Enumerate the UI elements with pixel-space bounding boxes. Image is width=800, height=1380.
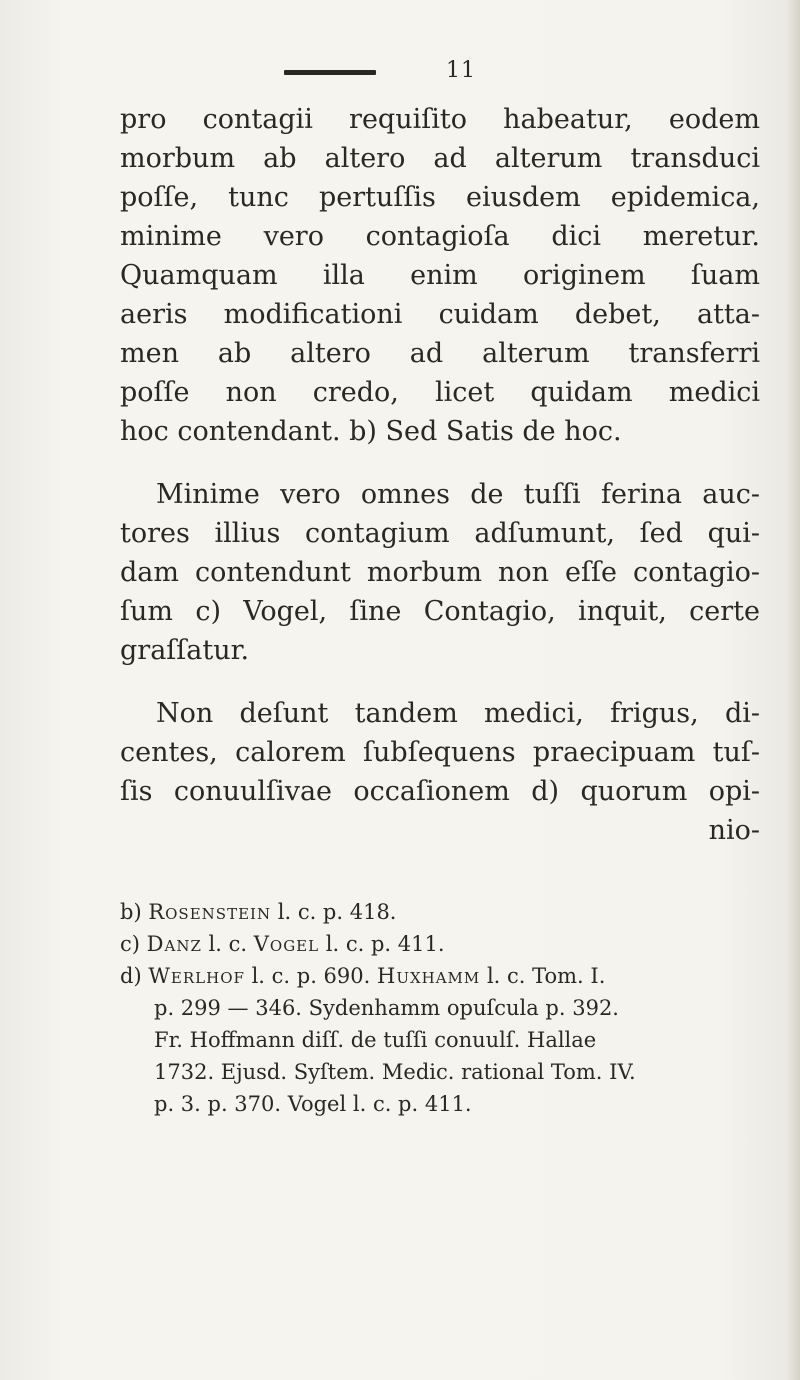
footnote-text: l. c.: [201, 932, 254, 956]
footnote-author: Vogel: [253, 932, 320, 956]
footnote-text: l. c. p. 418.: [271, 900, 397, 924]
footnote-author: Werlhof: [148, 964, 245, 988]
text-line: aeris modificationi cuidam debet, atta-: [120, 299, 760, 330]
footnote-mark: b): [120, 900, 142, 924]
text-line: minime vero contagioſa dici meretur.: [120, 221, 760, 252]
footnote-line: 1732. Ejusd. Syſtem. Medic. rational Tom. IV.: [154, 1060, 636, 1084]
text-line: centes, calorem ſubſequens praecipuam tuſ-: [120, 737, 760, 768]
text-line: men ab altero ad alterum transferri: [120, 338, 760, 369]
paragraph: [120, 475, 760, 670]
text-line: Quamquam illa enim originem ſuam: [120, 260, 760, 291]
footnote-mark: d): [120, 964, 142, 988]
page-edge-shadow: [786, 0, 800, 1380]
text-line: Non deſunt tandem medici, frigus, di-: [156, 698, 760, 729]
page-number: 11: [446, 58, 476, 83]
main-text: [120, 100, 760, 850]
footnote-b: [120, 896, 760, 928]
header-rule: [284, 70, 376, 75]
footnote-line: Fr. Hoffmann diſſ. de tuſſi conuulſ. Hallae: [154, 1028, 597, 1052]
text-line: poſſe non credo, licet quidam medici: [120, 377, 760, 408]
footnote-text: l. c. p. 411.: [319, 932, 445, 956]
footnote-line: p. 3. p. 370. Vogel l. c. p. 411.: [154, 1092, 472, 1116]
footnotes: [120, 896, 760, 1120]
text-line: pro contagii requiſito habeatur, eodem: [120, 104, 760, 135]
text-line: poſſe, tunc pertuſſis eiusdem epidemica,: [120, 182, 760, 213]
text-line: graſſatur.: [120, 635, 250, 666]
footnote-author: Danz: [146, 932, 202, 956]
footnote-author: Rosenstein: [148, 900, 272, 924]
text-line: Minime vero omnes de tuſſi ferina auc-: [156, 479, 760, 510]
footnote-mark: c): [120, 932, 140, 956]
text-line: hoc contendant. b) Sed Satis de hoc.: [120, 416, 622, 447]
text-line: ſum c) Vogel, ſine Contagio, inquit, certe: [120, 596, 760, 627]
paragraph: [120, 694, 760, 850]
footnote-line: p. 299 — 346. Sydenhamm opuſcula p. 392.: [154, 996, 619, 1020]
footnote-text: l. c. Tom. I.: [480, 964, 606, 988]
paragraph: [120, 100, 760, 451]
text-line: ſis conuulſivae occaſionem d) quorum opi-: [120, 776, 760, 807]
text-line: tores illius contagium adſumunt, ſed qui-: [120, 518, 760, 549]
footnote-author: Huxhamm: [377, 964, 481, 988]
text-line: morbum ab altero ad alterum transduci: [120, 143, 760, 174]
footnote-text: l. c. p. 690.: [244, 964, 377, 988]
text-line: dam contendunt morbum non eſſe contagio-: [120, 557, 760, 588]
catchword: nio-: [708, 815, 760, 846]
footnote-c: [120, 928, 760, 960]
footnote-d: [120, 960, 760, 992]
